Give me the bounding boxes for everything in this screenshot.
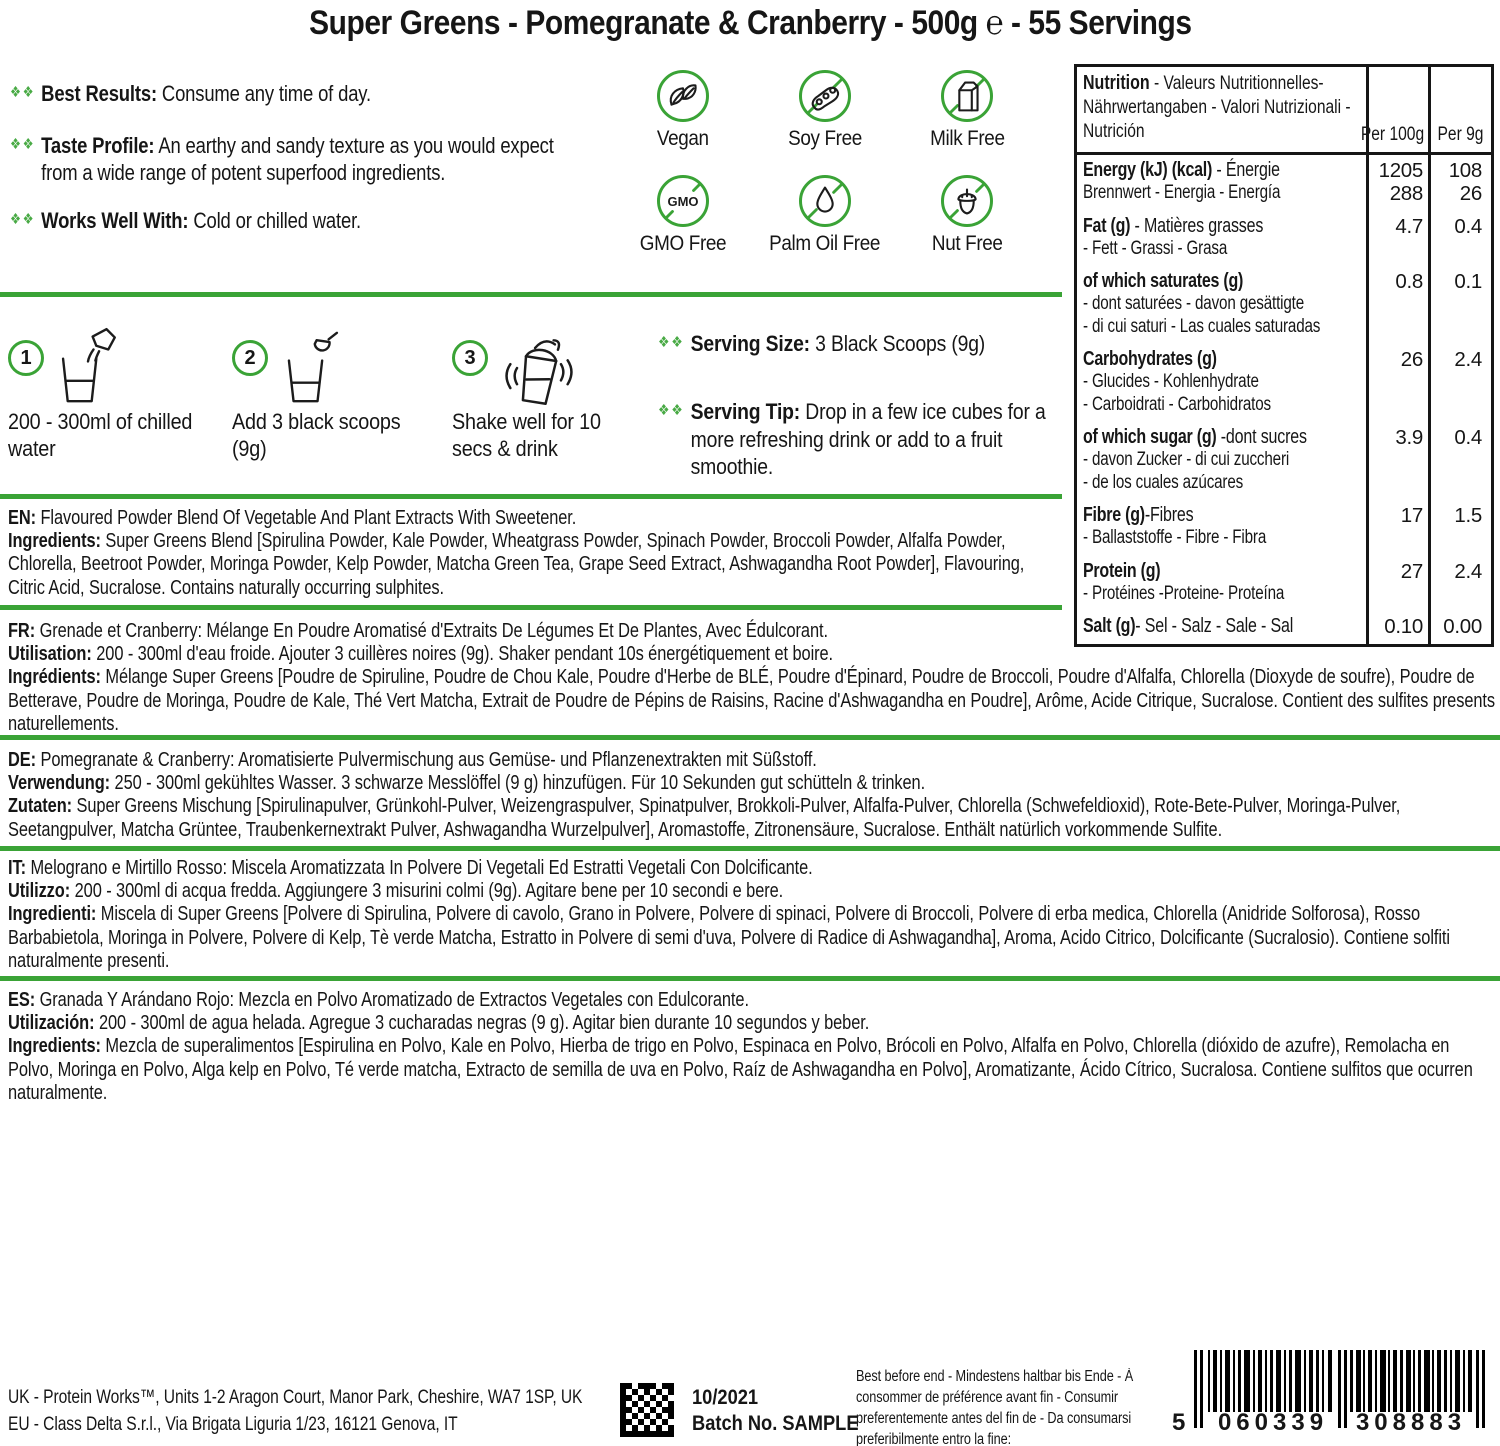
step-number-circle: 1 [8, 340, 44, 376]
milk-carton-icon [944, 73, 990, 119]
barcode-digits-right: 308883 [1355, 1409, 1467, 1436]
lang-line: Ingredienti: Miscela di Super Greens [Polvere di Spirulina, Polvere di cavolo, Grano in Polvere, Polvere di spinaci, Polvere di Broccoli, Polvere di erba medica, Chlorella (Anidride Solforosa), Rosso Barbabietola, Moringa in Polvere, Polvere di Kelp, Tè verde Matcha, Estratto in Polvere di semi d'uva, Polvere di Radice di Ashwagandha], Aroma, Acido Citrico, Dolcificante (Sucralosio). Contiene solfiti naturalmente presenti. [8, 903, 1450, 972]
value-per-9g: 2.4 [1428, 344, 1487, 422]
lang-line: Utilizzo: 200 - 300ml di acqua fredda. Aggiungere 3 misurini colmi (9g). Agitare bene per 10 secondi e bere. [8, 880, 784, 903]
badge-soy-free [754, 70, 896, 151]
info-bullet-best-results [10, 80, 584, 108]
badge-label: Soy Free [788, 127, 862, 150]
barcode-digit-first: 5 [1172, 1409, 1186, 1436]
column-header-per-100g: Per 100g [1366, 67, 1428, 152]
lang-block-fr [8, 620, 1496, 736]
info-text: Best Results: Consume any time of day. [41, 81, 371, 106]
barcode-digits-left: 060339 [1217, 1409, 1329, 1436]
value-per-100g: 3.9 [1366, 422, 1428, 500]
best-before-text: Best before end - Mindestens haltbar bis Ende - À consommer de préférence avant fin - Consumir preferentemente antes del fin de - Da consumarsi preferibilmente entro la fine: [856, 1368, 1134, 1446]
step-number-circle: 2 [232, 340, 268, 376]
lang-block-it [8, 857, 1496, 973]
lang-line: FR: Grenade et Cranberry: Mélange En Poudre Aromatisé d'Extraits De Légumes Et De Plantes, Avec Édulcorant. [8, 620, 828, 642]
nutrition-header-row [1077, 67, 1491, 155]
lang-line: Utilisation: 200 - 300ml d'eau froide. Ajouter 3 cuillères noires (9g). Shaker pendant 10s énergétiquement et boire. [8, 643, 834, 666]
address-uk: UK - Protein Works™, Units 1-2 Aragon Court, Manor Park, Cheshire, WA7 1SP, UK [8, 1386, 583, 1408]
serving-size-text: Serving Size: 3 Black Scoops (9g) [690, 331, 986, 356]
info-text: Works Well With: Cold or chilled water. [41, 207, 361, 233]
step-1 [8, 326, 213, 462]
lang-block-de [8, 749, 1496, 842]
value-per-100g: 0.8 [1366, 266, 1428, 344]
droplet-icon [802, 178, 848, 224]
badge-circle [657, 175, 709, 227]
gmo-inner-text: GMO [667, 193, 699, 209]
serving-tip-row [658, 398, 1062, 481]
badge-vegan [612, 70, 754, 151]
badge-milk-free [896, 70, 1038, 151]
pour-water-icon [52, 326, 124, 408]
info-bullet-taste-profile [10, 132, 584, 187]
lang-line: ES: Granada Y Arándano Rojo: Mezcla en Polvo Aromatizado de Extractos Vegetales con Edulcorante. [8, 989, 749, 1011]
value-per-9g: 0.1 [1428, 266, 1487, 344]
step-text: Add 3 black scoops (9g) [232, 409, 401, 461]
soybean-icon [802, 73, 848, 119]
shaker-icon [496, 326, 582, 410]
step-number-circle: 3 [452, 340, 488, 376]
step-text: Shake well for 10 secs & drink [452, 409, 601, 461]
badge-circle [799, 175, 851, 227]
value-per-100g: 4.7 [1366, 211, 1428, 267]
badge-label: Milk Free [929, 127, 1005, 150]
lang-line: Zutaten: Super Greens Mischung [Spirulinapulver, Grünkohl-Pulver, Weizengraspulver, Spinatpulver, Brokkoli-Pulver, Alfalfa-Pulver, Chlorella (Schwefeldioxid), Rote-Bete-Pulver, Moringa-Pulver, Seetangpulver, Matcha Grüntee, Traubenkernextrakt Pulver, Ashwagandha Wurzelpulver], Aromastoffe, Zitronensäure, Sucralose. Enthält natürlich vorkommende Sulfite. [8, 795, 1401, 841]
value-per-9g: 0.4 [1428, 211, 1487, 267]
step-2 [232, 326, 437, 462]
badge-circle [799, 70, 851, 122]
badge-circle [657, 70, 709, 122]
divider-line [0, 494, 1062, 499]
lang-block-es [8, 989, 1496, 1105]
address-eu: EU - Class Delta S.r.l., Via Brigata Liguria 1/23, 16121 Genova, IT [8, 1413, 458, 1435]
nutrition-row-salt: Salt (g)- Sel - Salz - Sale - Sal 0.10 0.00 [1077, 611, 1491, 644]
badges-section [612, 70, 1038, 256]
scoop-glass-icon [276, 326, 348, 408]
diamond-bullet-icon: ❖❖ [10, 84, 36, 101]
value-per-9g: 0.4 [1428, 422, 1487, 500]
value-per-100g: 0.10 [1366, 611, 1428, 644]
value-per-100g: 17 [1366, 500, 1428, 556]
lang-line: Ingredients: Mezcla de superalimentos [Espirulina en Polvo, Kale en Polvo, Hierba de trigo en Polvo, Espinaca en Polvo, Brócoli en Polvo, Alfalfa en Polvo, Chlorella (dióxido de azufre), Remolacha en Polvo, Moringa en Polvo, Alga kelp en Polvo, Té verde matcha, Extracto de semilla de uva en Polvo, Raíz de Ashwagandha en Polvo], Aromatizante, Ácido Cítrico, Sucralosa. Contiene sulfitos que ocurren naturalmente. [8, 1035, 1473, 1104]
value-per-100g: 27 [1366, 556, 1428, 612]
batch-info [692, 1384, 859, 1436]
page-title: Super Greens - Pomegranate & Cranberry - 500g ℮ - 55 Servings [308, 4, 1192, 42]
lang-line: Ingrédients: Mélange Super Greens [Poudre de Spiruline, Poudre de Chou Kale, Poudre d'Herbe de BLÉ, Poudre d'Épinard, Poudre de Broccoli, Poudre d'Alfalfa, Chlorella (Dioxyde de soufre), Poudre de Betterave, Poudre de Moringa, Poudre de Kale, Thé Vert Matcha, Extrait de Poudre de Pépins de Raisins, Racine d'Ashwagandha en Poudre], Arôme, Acide Citrique, Sucralose. Contient des sulfites presents naturellements. [8, 666, 1495, 735]
info-text: Taste Profile: An earthy and sandy texture as you would expect from a wide range of potent superfood ingredients. [41, 132, 554, 185]
badge-circle [941, 70, 993, 122]
badge-label: Vegan [657, 127, 709, 150]
lang-line: EN: Flavoured Powder Blend Of Vegetable And Plant Extracts With Sweetener. [8, 507, 577, 529]
lang-line: Ingredients: Super Greens Blend [Spirulina Powder, Kale Powder, Wheatgrass Powder, Spinach Powder, Broccoli Powder, Alfalfa Powder, Chlorella, Beetroot Powder, Moringa Powder, Kelp Powder, Matcha Green Tea, Grape Seed Extract, Ashwagandha Root Powder], Flavouring, Citric Acid, Sucralose. Contains naturally occurring sulphites. [8, 530, 1025, 599]
info-section [10, 80, 584, 234]
batch-number: Batch No. SAMPLE [692, 1411, 859, 1435]
diamond-bullet-icon: ❖❖ [658, 402, 685, 419]
ean-barcode [1172, 1350, 1492, 1436]
badge-label: Palm Oil Free [769, 232, 881, 255]
value-per-9g: 2.4 [1428, 556, 1487, 612]
serving-size-row [658, 330, 1054, 358]
badge-label: GMO Free [639, 232, 727, 255]
nutrition-table [1074, 64, 1494, 647]
info-bullet-works-well-with [10, 207, 584, 235]
value-per-100g: 1205 288 [1366, 155, 1428, 211]
diamond-bullet-icon: ❖❖ [10, 135, 36, 153]
nutrition-row-fat: Fat (g) - Matières grasses - Fett - Grassi - Grasa 4.7 0.4 [1077, 211, 1491, 267]
column-header-per-9g: Per 9g [1428, 67, 1487, 152]
nutrition-row-saturates: of which saturates (g) - dont saturées - davon gesättigte - di cui saturi - Las cuales saturadas 0.8 0.1 [1077, 266, 1491, 344]
divider-line [0, 292, 1062, 297]
serving-tip-text: Serving Tip: Drop in a few ice cubes for a more refreshing drink or add to a fruit smoothie. [690, 399, 1046, 479]
value-per-9g: 108 26 [1428, 155, 1487, 211]
divider-line [0, 976, 1500, 981]
nutrition-row-energy: Energy (kJ) (kcal) - Énergie Brennwert - Energia - Energía 1205 288 108 26 [1077, 155, 1491, 211]
step-3 [452, 326, 657, 462]
data-matrix-code [620, 1383, 674, 1437]
badge-gmo-free [612, 175, 754, 256]
badge-palm-oil-free [754, 175, 896, 256]
badge-circle [941, 175, 993, 227]
batch-date: 10/2021 [692, 1385, 759, 1409]
value-per-100g: 26 [1366, 344, 1428, 422]
nutrition-row-fibre: Fibre (g)-Fibres - Ballaststoffe - Fibre - Fibra 17 1.5 [1077, 500, 1491, 556]
lang-line: Utilización: 200 - 300ml de agua helada. Agregue 3 cucharadas negras (9 g). Agitar bien durante 10 segundos y beber. [8, 1012, 870, 1035]
lang-line: Verwendung: 250 - 300ml gekühltes Wasser. 3 schwarze Messlöffel (9 g) hinzufügen. Für 10 Sekunden gut schütteln & trinken. [8, 772, 926, 795]
step-text: 200 - 300ml of chilled water [8, 409, 193, 461]
value-per-9g: 1.5 [1428, 500, 1487, 556]
divider-line [0, 605, 1062, 610]
acorn-icon [944, 178, 990, 224]
diamond-bullet-icon: ❖❖ [10, 210, 36, 228]
nutrition-row-sugar: of which sugar (g) -dont sucres - davon Zucker - di cui zuccheri - de los cuales azúcares 3.9 0.4 [1077, 422, 1491, 500]
lang-line: DE: Pomegranate & Cranberry: Aromatisierte Pulvermischung aus Gemüse- und Pflanzenextrakten mit Süßstoff. [8, 749, 817, 771]
badge-label: Nut Free [931, 232, 1003, 255]
value-per-9g: 0.00 [1428, 611, 1487, 644]
leaves-icon [660, 73, 706, 119]
nutrition-row-carbohydrates: Carbohydrates (g) - Glucides - Kohlenhydrate - Carboidrati - Carbohidratos 26 2.4 [1077, 344, 1491, 422]
nutrition-row-protein: Protein (g) - Protéines -Proteine- Proteína 27 2.4 [1077, 556, 1491, 612]
divider-line [0, 846, 1500, 851]
badge-nut-free [896, 175, 1038, 256]
diamond-bullet-icon: ❖❖ [658, 334, 685, 351]
lang-block-en [8, 507, 1062, 600]
nutrition-header-label: Nutrition - Valeurs Nutritionnelles- Nährwertangaben - Valori Nutrizionali - Nutrición [1083, 72, 1351, 142]
lang-line: IT: Melograno e Mirtillo Rosso: Miscela Aromatizzata In Polvere Di Vegetali Ed Estratti Vegetali Con Dolcificante. [8, 857, 813, 879]
